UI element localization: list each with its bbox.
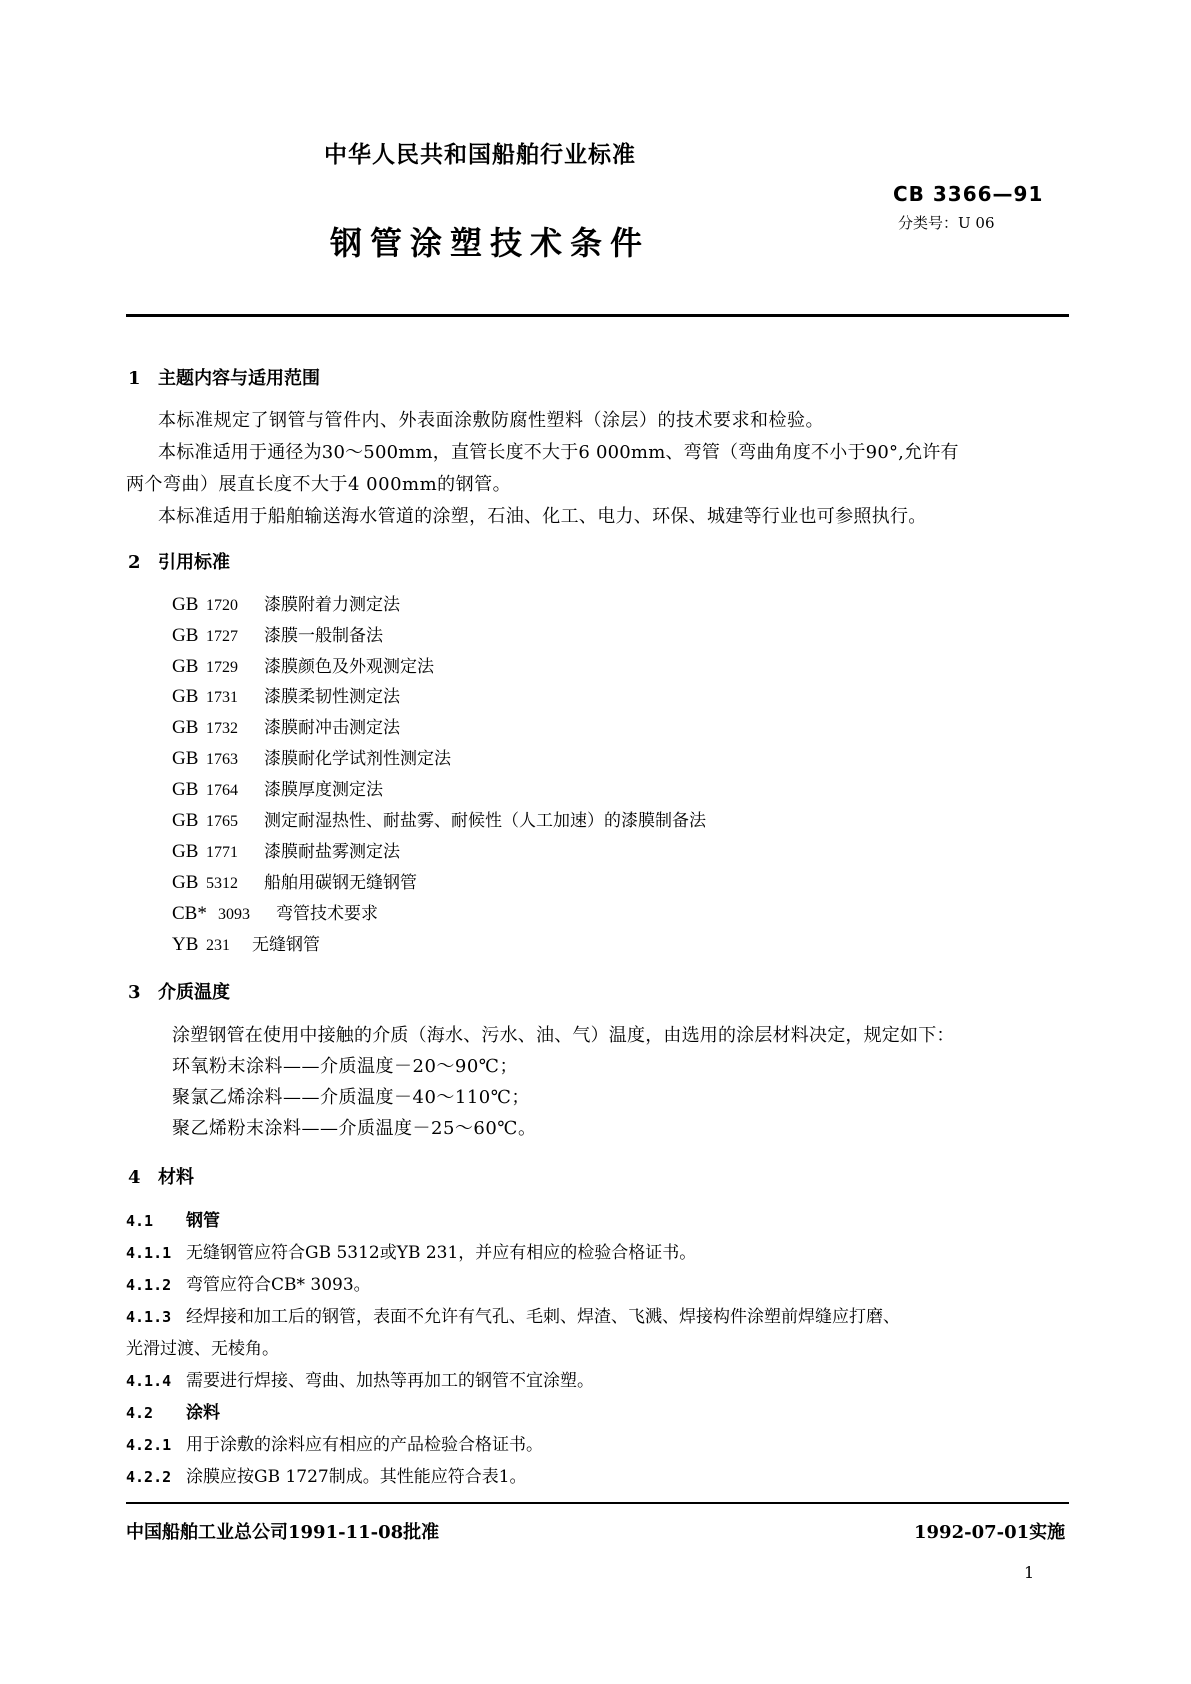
reference-title: 漆膜附着力测定法: [264, 595, 400, 615]
reference-item: [172, 930, 320, 956]
reference-code: YB: [172, 934, 199, 955]
clause-text: 用于涂敷的涂料应有相应的产品检验合格证书。: [186, 1435, 543, 1455]
reference-item: [172, 590, 400, 616]
section-3-heading: [128, 978, 230, 1004]
effective-date: 1992-07-01实施: [914, 1522, 1066, 1543]
reference-number: 1765: [206, 813, 238, 830]
reference-number: 1729: [206, 659, 238, 676]
subsection-number: 4.2: [126, 1404, 154, 1422]
reference-code: GB: [172, 625, 199, 646]
clause-4-1-1: [126, 1238, 696, 1263]
section-title: 介质温度: [158, 982, 230, 1003]
reference-code: CB*: [172, 903, 207, 924]
clause-number: 4.2.2: [126, 1468, 172, 1486]
reference-title: 弯管技术要求: [276, 904, 378, 924]
subsection-title: 涂料: [186, 1403, 220, 1423]
reference-title: 无缝钢管: [252, 935, 320, 955]
clause-text: 涂膜应按GB 1727制成。其性能应符合表1。: [186, 1467, 527, 1487]
section-1-heading: [128, 364, 320, 390]
clause-4-1-2: [126, 1270, 371, 1295]
reference-number: 5312: [206, 875, 238, 892]
reference-title: 漆膜耐冲击测定法: [264, 718, 400, 738]
clause-text: 需要进行焊接、弯曲、加热等再加工的钢管不宜涂塑。: [186, 1371, 594, 1391]
reference-title: 测定耐湿热性、耐盐雾、耐候性（人工加速）的漆膜制备法: [264, 811, 706, 831]
standard-number: CB 3366—91: [893, 182, 1044, 206]
reference-item: [172, 744, 451, 770]
clause-text: 无缝钢管应符合GB 5312或YB 231，并应有相应的检验合格证书。: [186, 1243, 697, 1263]
clause-4-1-3: [126, 1302, 900, 1327]
clause-number: 4.1.4: [126, 1372, 172, 1390]
clause-number: 4.2.1: [126, 1436, 172, 1454]
reference-title: 漆膜一般制备法: [264, 626, 383, 646]
reference-item: [172, 899, 378, 925]
reference-item: [172, 652, 434, 678]
clause-text: 经焊接和加工后的钢管，表面不允许有气孔、毛刺、焊渣、飞溅、焊接构件涂塑前焊缝应打磨、: [186, 1307, 900, 1327]
document-title: 钢管涂塑技术条件: [330, 224, 651, 262]
classification-code: 分类号：U 06: [898, 214, 995, 232]
section-number: 4: [128, 1167, 141, 1188]
clause-number: 4.1.2: [126, 1276, 172, 1294]
reference-number: 1731: [206, 689, 238, 706]
reference-title: 漆膜颜色及外观测定法: [264, 657, 434, 677]
reference-item: [172, 621, 383, 647]
reference-code: GB: [172, 748, 199, 769]
section-2-heading: [128, 548, 230, 574]
reference-number: 1720: [206, 597, 238, 614]
reference-item: [172, 806, 706, 832]
subsection-4-2-heading: [126, 1398, 220, 1423]
subsection-number: 4.1: [126, 1212, 154, 1230]
paragraph-continuation: 两个弯曲）展直长度不大于4 000mm的钢管。: [126, 474, 512, 495]
clause-4-2-1: [126, 1430, 543, 1455]
reference-number: 1763: [206, 751, 238, 768]
issuing-organization: 中华人民共和国船舶行业标准: [324, 141, 636, 168]
subsection-4-1-heading: [126, 1206, 220, 1231]
paragraph: 聚乙烯粉末涂料——介质温度－25～60℃。: [172, 1118, 537, 1139]
reference-code: GB: [172, 779, 199, 800]
paragraph: 本标准规定了钢管与管件内、外表面涂敷防腐性塑料（涂层）的技术要求和检验。: [158, 410, 824, 431]
reference-code: GB: [172, 717, 199, 738]
reference-code: GB: [172, 841, 199, 862]
reference-number: 1732: [206, 720, 238, 737]
reference-title: 漆膜耐化学试剂性测定法: [264, 749, 451, 769]
paragraph: 聚氯乙烯涂料——介质温度－40～110℃；: [172, 1087, 530, 1108]
reference-code: GB: [172, 656, 199, 677]
reference-item: [172, 775, 383, 801]
reference-number: 231: [206, 937, 230, 954]
paragraph: 涂塑钢管在使用中接触的介质（海水、污水、油、气）温度，由选用的涂层材料决定，规定如下：: [172, 1025, 955, 1046]
section-number: 2: [128, 552, 141, 573]
header-rule: [126, 314, 1069, 317]
paragraph: 环氧粉末涂料——介质温度－20～90℃；: [172, 1056, 518, 1077]
reference-title: 漆膜耐盐雾测定法: [264, 842, 400, 862]
reference-number: 1764: [206, 782, 238, 799]
reference-code: GB: [172, 810, 199, 831]
reference-number: 1727: [206, 628, 238, 645]
section-number: 1: [128, 368, 141, 389]
clause-text: 弯管应符合CB* 3093。: [186, 1275, 371, 1295]
section-title: 引用标准: [158, 552, 230, 573]
clause-continuation: 光滑过渡、无棱角。: [126, 1339, 279, 1359]
section-4-heading: [128, 1163, 194, 1189]
reference-item: [172, 837, 400, 863]
reference-number: 1771: [206, 844, 238, 861]
reference-item: [172, 682, 400, 708]
clause-4-2-2: [126, 1462, 527, 1487]
paragraph: 本标准适用于船舶输送海水管道的涂塑，石油、化工、电力、环保、城建等行业也可参照执行。: [158, 506, 927, 527]
page-number: 1: [1024, 1563, 1035, 1582]
section-title: 材料: [158, 1167, 194, 1188]
footer-rule: [126, 1502, 1069, 1504]
subsection-title: 钢管: [186, 1211, 220, 1231]
reference-title: 漆膜厚度测定法: [264, 780, 383, 800]
reference-title: 船舶用碳钢无缝钢管: [264, 873, 417, 893]
section-title: 主题内容与适用范围: [158, 368, 320, 389]
reference-item: [172, 713, 400, 739]
reference-title: 漆膜柔韧性测定法: [264, 687, 400, 707]
reference-item: [172, 868, 417, 894]
clause-4-1-4: [126, 1366, 594, 1391]
clause-number: 4.1.3: [126, 1308, 172, 1326]
paragraph: 本标准适用于通径为30～500mm，直管长度不大于6 000mm、弯管（弯曲角度不小于90°,允许有: [158, 442, 959, 463]
approval-statement: 中国船舶工业总公司1991-11-08批准: [126, 1522, 440, 1543]
reference-code: GB: [172, 686, 199, 707]
clause-number: 4.1.1: [126, 1244, 172, 1262]
section-number: 3: [128, 982, 141, 1003]
reference-number: 3093: [218, 906, 250, 923]
reference-code: GB: [172, 594, 199, 615]
reference-code: GB: [172, 872, 199, 893]
